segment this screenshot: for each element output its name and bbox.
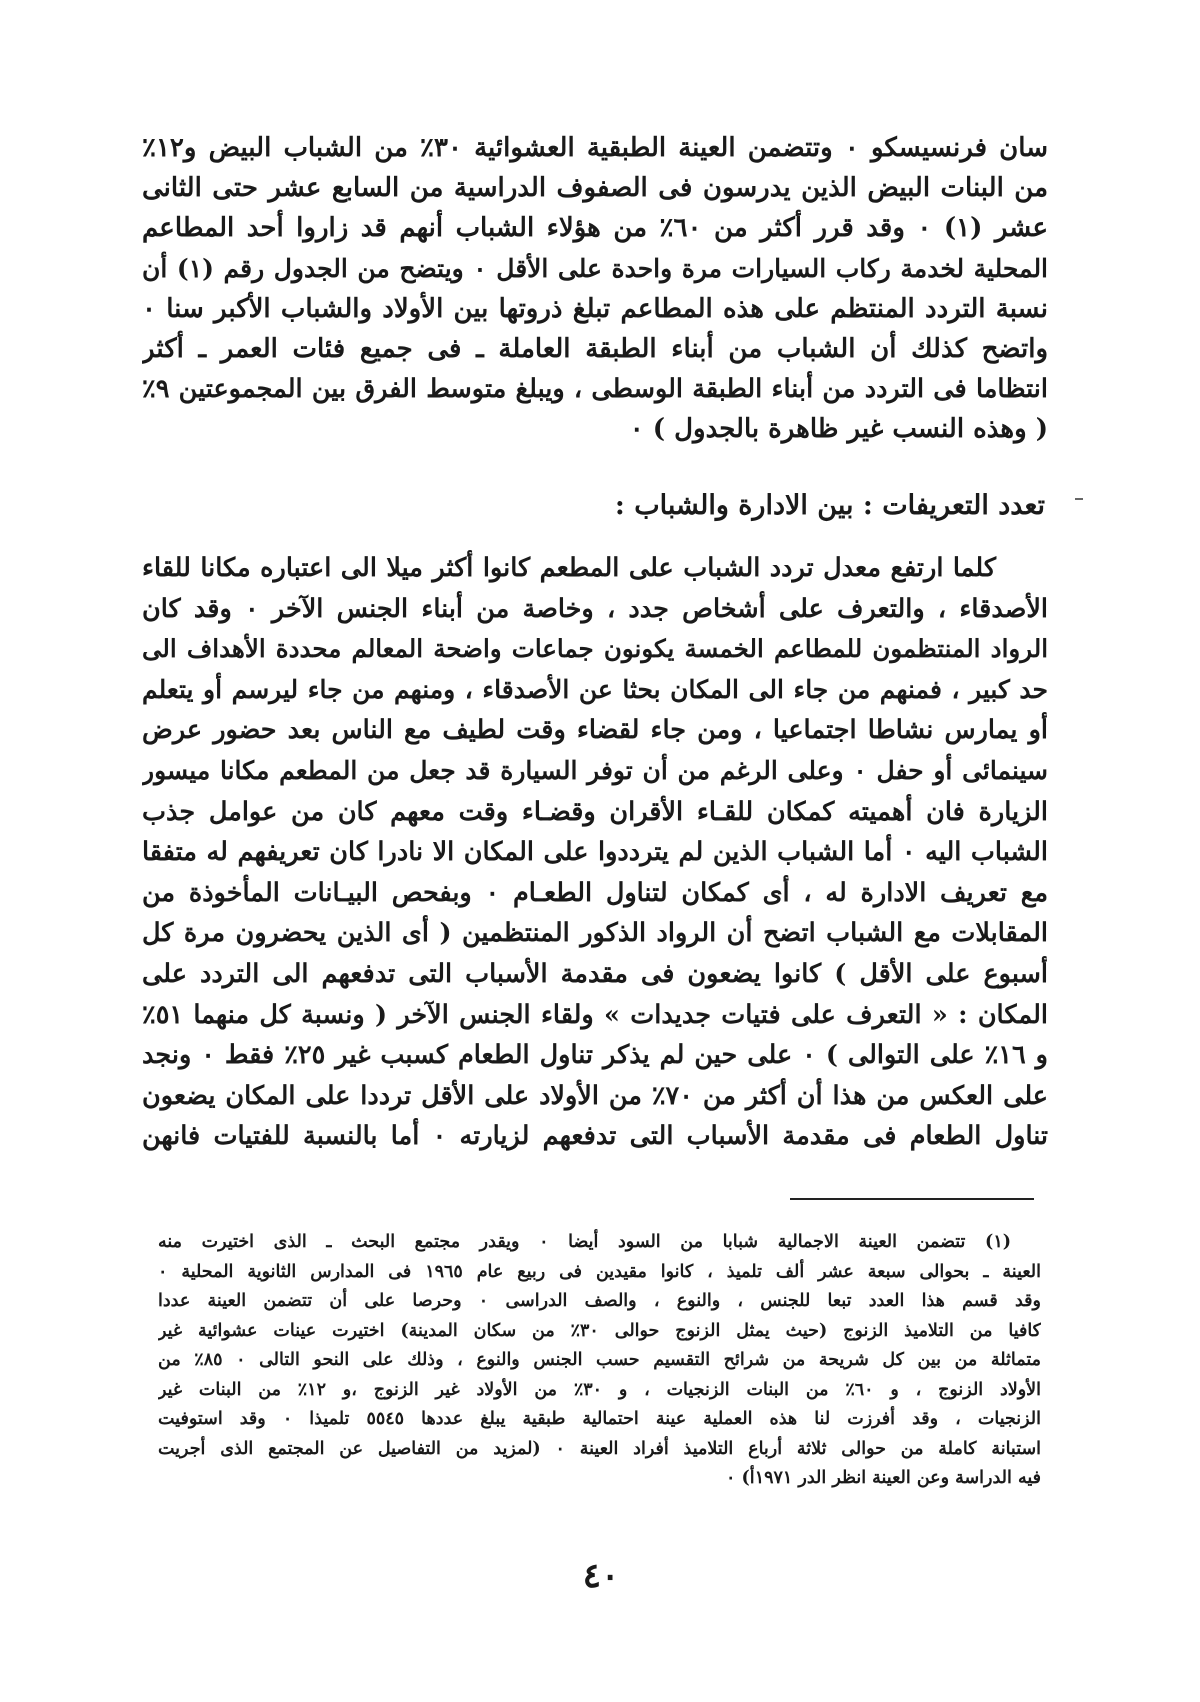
- paragraph-line: الزيارة فان أهميته كمكان للقـاء الأقران وقضـاء وقت معهم كان من عوامل جذب: [142, 796, 1048, 827]
- paragraph-line: المحلية لخدمة ركاب السيارات مرة واحدة على الأقل ٠ ويتضح من الجدول رقم (١) أن: [142, 253, 1048, 283]
- paragraph-line: الأصدقاء ، والتعرف على أشخاص جدد ، وخاصة من أبناء الجنس الآخر ٠ وقد كان: [142, 593, 1048, 624]
- footnote-divider: [790, 1198, 1034, 1200]
- paragraph-line: حد كبير ، فمنهم من جاء الى المكان بحثا عن الأصدقاء ، ومنهم من جاء ليرسم أو يتعلم: [142, 674, 1048, 704]
- paragraph-line: كلما ارتفع معدل تردد الشباب على المطعم كانوا أكثر ميلا الى اعتباره مكانا للقاء: [142, 553, 996, 583]
- footnote-line: وقد قسم هذا العدد تبعا للجنس ، والنوع ، والصف الدراسى ٠ وحرصا على أن تتضمن العينة عددا: [158, 1291, 1041, 1311]
- paragraph-line: سان فرنسيسكو ٠ وتتضمن العينة الطبقية العشوائية ٣٠٪ من الشباب البيض و١٢٪: [142, 133, 1048, 163]
- paragraph-line: مع تعريف الادارة له ، أى كمكان لتناول الطعـام ٠ وبفحص البيـانات المأخوذة من: [142, 877, 1048, 908]
- paragraph-line: انتظاما فى التردد من أبناء الطبقة الوسطى ، ويبلغ متوسط الفرق بين المجموعتين ٩٪: [142, 374, 1048, 405]
- paragraph-line: من البنات البيض الذين يدرسون فى الصفوف الدراسية من السابع عشر حتى الثانى: [142, 173, 1048, 204]
- top-paragraph: [142, 128, 1048, 450]
- paragraph-line: نسبة التردد المنتظم على هذه المطاعم تبلغ ذروتها بين الأولاد والشباب الأكبر سنا ٠: [142, 293, 1048, 324]
- paragraph-line: و ١٦٪ على التوالى ) ٠ على حين لم يذكر تناول الطعام كسبب غير ٢٥٪ فقط ٠ ونجد: [142, 1040, 1048, 1071]
- footnote-line: استبانة كاملة من حوالى ثلاثة أرباع التلاميذ أفراد العينة ٠ (لمزيد من التفاصيل عن المجتمع الذى أجريت: [158, 1438, 1041, 1459]
- paragraph-line: على العكس من هذا أن أكثر من ٧٠٪ من الأولاد على الأقل ترددا على المكان يضعون: [142, 1080, 1048, 1111]
- paragraph-line: المكان : « التعرف على فتيات جديدات » ولقاء الجنس الآخر ( ونسبة كل منهما ٥١٪: [142, 999, 1048, 1030]
- section-heading: تعدد التعريفات : بين الادارة والشباب :: [614, 490, 1045, 521]
- footnote-line: الأولاد الزنوج ، و ٦٠٪ من البنات الزنجيات ، و ٣٠٪ من الأولاد غير الزنوج ،و ١٢٪ من البنات غير: [158, 1379, 1041, 1400]
- paragraph-line: الرواد المنتظمون للمطاعم الخمسة يكونون جماعات واضحة المعالم محددة الأهداف الى: [142, 634, 1048, 664]
- paragraph-line: سينمائى أو حفل ٠ وعلى الرغم من أن توفر السيارة قد جعل من المطعم مكانا ميسور: [142, 755, 1048, 785]
- footnote-line: العينة ـ بحوالى سبعة عشر ألف تلميذ ، كانوا مقيدين فى ربيع عام ١٩٦٥ فى المدارس الثانوية المحلية ٠: [158, 1261, 1041, 1282]
- footnote-line: الزنجيات ، وقد أفرزت لنا هذه العملية عينة احتمالية طبقية يبلغ عددها ٥٥٤٥ تلميذا ٠ وقد استوفيت: [158, 1409, 1041, 1429]
- footnote-line: فيه الدراسة وعن العينة انظر الدر ١٩٧١أ) ٠: [726, 1468, 1041, 1488]
- footnote-line: متماثلة من بين كل شريحة من شرائح التقسيم حسب الجنس والنوع ، وذلك على النحو التالى ٠ ٨٥٪ من: [158, 1350, 1041, 1370]
- page-number: ٤٠: [582, 1556, 620, 1596]
- paragraph-line: أو يمارس نشاطا اجتماعيا ، ومن جاء لقضاء وقت لطيف مع الناس بعد حضور عرض: [142, 715, 1048, 746]
- footnote-line: (١) تتضمن العينة الاجمالية شبابا من السود أيضا ٠ ويقدر مجتمع البحث ـ الذى اختيرت منه: [158, 1232, 1011, 1252]
- paragraph-line: ( وهذه النسب غير ظاهرة بالجدول ) ٠: [629, 414, 1048, 445]
- footnote-line: كافيا من التلاميذ الزنوج (حيث يمثل الزنوج حوالى ٣٠٪ من سكان المدينة) اختيرت عينات عشوائية غير: [158, 1320, 1041, 1341]
- main-paragraph: [142, 548, 1048, 1157]
- footnote: [158, 1228, 1041, 1494]
- paragraph-line: تناول الطعام فى مقدمة الأسباب التى تدفعهم لزيارته ٠ أما بالنسبة للفتيات فانهن: [142, 1121, 1048, 1152]
- margin-mark: [1075, 498, 1083, 500]
- paragraph-line: المقابلات مع الشباب اتضح أن الرواد الذكور المنتظمين ( أى الذين يحضرون مرة كل: [142, 918, 1048, 949]
- paragraph-line: أسبوع على الأقل ) كانوا يضعون فى مقدمة الأسباب التى تدفعهم الى التردد على: [142, 958, 1048, 989]
- paragraph-line: عشر (١) ٠ وقد قرر أكثر من ٦٠٪ من هؤلاء الشباب أنهم قد زاروا أحد المطاعم: [142, 213, 1048, 244]
- paragraph-line: واتضح كذلك أن الشباب من أبناء الطبقة العاملة ـ فى جميع فئات العمر ـ أكثر: [142, 334, 1048, 365]
- paragraph-line: الشباب اليه ٠ أما الشباب الذين لم يترددوا على المكان الا نادرا كان تعريفهم له متفقا: [142, 837, 1048, 868]
